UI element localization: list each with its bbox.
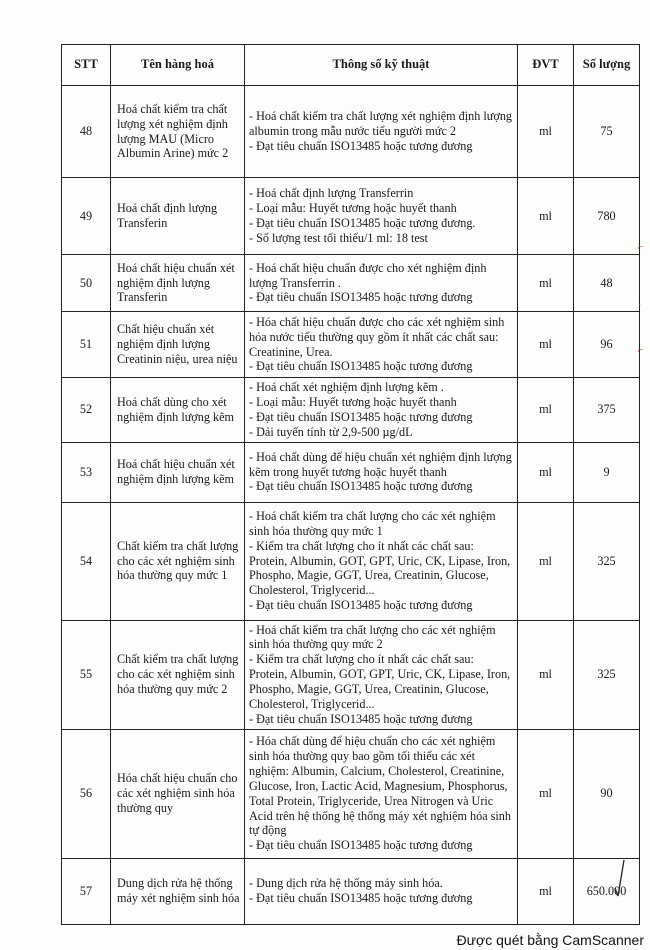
table-row [62, 86, 640, 178]
header-name: Tên hàng hoá [111, 45, 245, 86]
spec-line: - Đạt tiêu chuẩn ISO13485 hoặc tương đương [249, 711, 473, 726]
table-row [62, 858, 640, 924]
table-row [62, 502, 640, 620]
row-spec [245, 255, 518, 312]
row-item-name: Hoá chất định lượng Transferin [111, 178, 245, 255]
row-stt: 50 [62, 255, 111, 312]
row-item-name: Dung dịch rửa hệ thống máy xét nghiệm sinh hóa [111, 858, 245, 924]
row-item-name: Hoá chất hiệu chuẩn xét nghiệm định lượng kẽm [111, 442, 245, 502]
spec-line: - Kiểm tra chất lượng cho ít nhất các chất sau: Protein, Albumin, GOT, GPT, Uric, CK, Lipase, Iron, Phospho, Magie, GGT, Urea, Creatinin, Glucose, Cholesterol, Triglycerid... [249, 652, 511, 711]
row-unit: ml [518, 729, 574, 858]
table-row [62, 620, 640, 729]
spec-line: - Loại mẫu: Huyết tương hoặc huyết thanh [249, 201, 457, 216]
table-row [62, 378, 640, 443]
row-unit: ml [518, 502, 574, 620]
row-quantity: 780 [574, 178, 640, 255]
row-spec [245, 378, 518, 443]
header-stt: STT [62, 45, 111, 86]
row-stt: 55 [62, 620, 111, 729]
row-quantity: 96 [574, 312, 640, 378]
row-stt: 48 [62, 86, 111, 178]
row-spec [245, 312, 518, 378]
row-unit: ml [518, 178, 574, 255]
row-item-name: Hoá chất dùng cho xét nghiệm định lượng kẽm [111, 378, 245, 443]
spec-line: - Dung dịch rửa hệ thống máy sinh hóa. [249, 876, 443, 891]
row-stt: 57 [62, 858, 111, 924]
table-row [62, 178, 640, 255]
edge-scan-mark: · [638, 300, 642, 311]
row-item-name: Chất kiểm tra chất lượng cho các xét nghiệm sinh hóa thường quy mức 1 [111, 502, 245, 620]
row-quantity: 9 [574, 442, 640, 502]
pen-stroke-mark [614, 858, 628, 898]
row-unit: ml [518, 255, 574, 312]
spec-line: - Đạt tiêu chuẩn ISO13485 hoặc tương đương [249, 838, 473, 853]
row-item-name: Hoá chất kiểm tra chất lượng xét nghiệm định lượng MAU (Micro Albumin Arine) mức 2 [111, 86, 245, 178]
row-item-name: Hóa chất hiệu chuẩn cho các xét nghiệm sinh hóa thường quy [111, 729, 245, 858]
table-header-row [62, 45, 640, 86]
spec-line: - Đạt tiêu chuẩn ISO13485 hoặc tương đương [249, 891, 473, 906]
spec-line: - Hoá chất dùng để hiệu chuẩn xét nghiệm định lượng kẽm trong huyết tương hoặc huyết thanh [249, 449, 512, 479]
row-item-name: Chất kiểm tra chất lượng cho các xét nghiệm sinh hóa thường quy mức 2 [111, 620, 245, 729]
spec-line: - Số lượng test tối thiểu/1 ml: 18 test [249, 230, 428, 245]
row-unit: ml [518, 620, 574, 729]
row-unit: ml [518, 442, 574, 502]
table-row [62, 312, 640, 378]
row-spec [245, 178, 518, 255]
spec-line: - Hoá chất kiểm tra chất lượng xét nghiệm định lượng albumin trong mẫu nước tiểu người mức 2 [249, 109, 513, 139]
spec-line: - Hóa chất dùng để hiệu chuẩn cho các xét nghiệm sinh hóa thường quy bao gồm tối thiểu các xét nghiệm: Albumin, Calcium, Cholesterol, Creatinine, Glucose, Iron, Lactic Acid, Magnesium, Phosphorus, Total Protein, Triglyceride, Urea Nitrogen và Uric Acid trên hệ thống hệ thống máy xét nghiệm hóa sinh tự động [249, 734, 511, 838]
row-stt: 54 [62, 502, 111, 620]
spec-line: - Đạt tiêu chuẩn ISO13485 hoặc tương đương [249, 359, 473, 374]
row-spec [245, 502, 518, 620]
row-item-name: Chất hiệu chuẩn xét nghiệm định lượng Creatinin niệu, urea niệu [111, 312, 245, 378]
row-spec [245, 86, 518, 178]
edge-scan-mark: ⌐ [638, 345, 644, 356]
table-row [62, 442, 640, 502]
spec-line: - Dải tuyến tính từ 2,9-500 µg/dL [249, 424, 413, 439]
header-spec: Thông số kỹ thuật [245, 45, 518, 86]
row-quantity: 375 [574, 378, 640, 443]
row-unit: ml [518, 86, 574, 178]
spec-line: - Đạt tiêu chuẩn ISO13485 hoặc tương đương [249, 138, 473, 153]
spec-line: - Kiểm tra chất lượng cho ít nhất các chất sau: Protein, Albumin, GOT, GPT, Uric, CK, Lipase, Iron, Phospho, Magie, GGT, Urea, Creatinin, Glucose, Cholesterol, Triglycerid... [249, 538, 511, 598]
spec-line: - Đạt tiêu chuẩn ISO13485 hoặc tương đương [249, 409, 473, 424]
row-quantity: 650.000 [574, 858, 640, 924]
header-qty: Số lượng [574, 45, 640, 86]
header-unit: ĐVT [518, 45, 574, 86]
goods-spec-table [61, 44, 640, 925]
row-stt: 49 [62, 178, 111, 255]
row-stt: 51 [62, 312, 111, 378]
spec-line: - Hóa chất hiệu chuẩn được cho các xét nghiệm sinh hóa nước tiểu thường quy gồm ít nhất các chất sau: Creatinine, Urea. [249, 314, 505, 359]
row-quantity: 90 [574, 729, 640, 858]
row-quantity: 48 [574, 255, 640, 312]
spec-line: - Hoá chất kiểm tra chất lượng cho các xét nghiệm sinh hóa thường quy mức 1 [249, 508, 496, 538]
row-spec [245, 442, 518, 502]
edge-scan-mark: ⌐ [638, 242, 644, 253]
spec-line: - Đạt tiêu chuẩn ISO13485 hoặc tương đương [249, 598, 473, 613]
row-unit: ml [518, 378, 574, 443]
spec-line: - Đạt tiêu chuẩn ISO13485 hoặc tương đương [249, 479, 473, 494]
row-stt: 56 [62, 729, 111, 858]
spec-line: - Hoá chất kiểm tra chất lượng cho các xét nghiệm sinh hóa thường quy mức 2 [249, 622, 496, 652]
row-spec [245, 620, 518, 729]
table-row [62, 729, 640, 858]
spec-line: - Loại mẫu: Huyết tương hoặc huyết thanh [249, 394, 457, 409]
spec-line: - Đạt tiêu chuẩn ISO13485 hoặc tương đương [249, 290, 473, 305]
spec-line: - Hoá chất định lượng Transferrin [249, 186, 414, 201]
table-row [62, 255, 640, 312]
spec-line: - Đạt tiêu chuẩn ISO13485 hoặc tương đương. [249, 216, 476, 230]
table-body [62, 86, 640, 925]
row-item-name: Hoá chất hiệu chuẩn xét nghiệm định lượng Transferin [111, 255, 245, 312]
row-stt: 53 [62, 442, 111, 502]
row-stt: 52 [62, 378, 111, 443]
row-quantity: 325 [574, 502, 640, 620]
row-unit: ml [518, 858, 574, 924]
spec-line: - Hoá chất hiệu chuẩn được cho xét nghiệm định lượng Transferrin . [249, 260, 487, 290]
row-unit: ml [518, 312, 574, 378]
row-quantity: 75 [574, 86, 640, 178]
row-quantity: 325 [574, 620, 640, 729]
row-spec [245, 858, 518, 924]
scanner-watermark: Được quét bằng CamScanner [456, 932, 644, 948]
spec-line: - Hoá chất xét nghiệm định lượng kẽm . [249, 380, 444, 394]
row-spec [245, 729, 518, 858]
